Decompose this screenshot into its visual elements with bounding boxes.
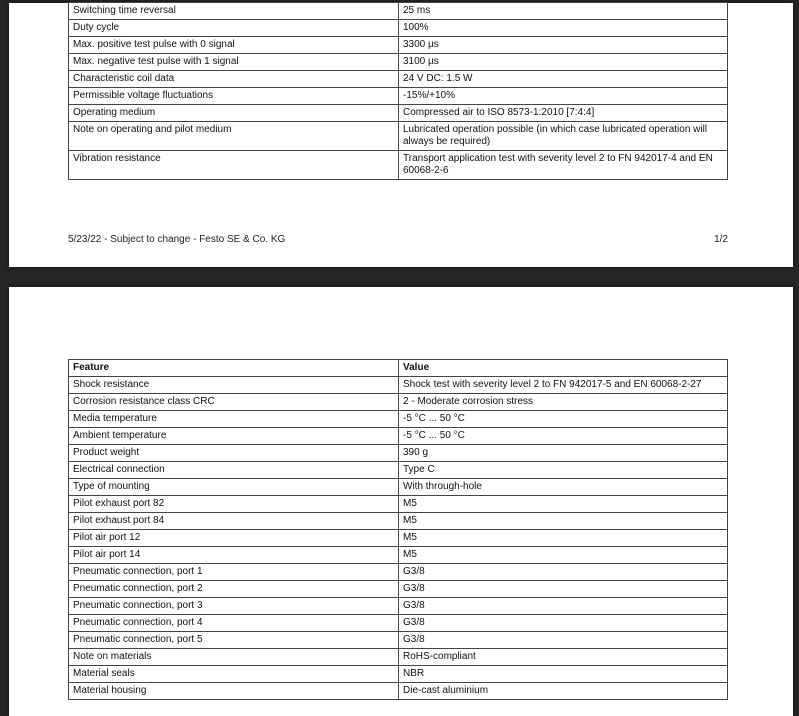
feature-cell: Material seals [69,666,399,683]
feature-cell: Corrosion resistance class CRC [69,394,399,411]
value-cell: With through-hole [399,479,728,496]
value-cell: M5 [399,496,728,513]
table-row [69,564,728,581]
value-cell: 100% [399,20,728,37]
value-cell: 2 - Moderate corrosion stress [399,394,728,411]
value-cell: Compressed air to ISO 8573-1:2010 [7:4:4] [399,105,728,122]
feature-cell: Pneumatic connection, port 1 [69,564,399,581]
table-row [69,598,728,615]
feature-cell: Max. negative test pulse with 1 signal [69,54,399,71]
feature-cell: Pilot exhaust port 84 [69,513,399,530]
table-row [69,3,728,20]
feature-cell: Note on materials [69,649,399,666]
table-row [69,513,728,530]
feature-cell: Note on operating and pilot medium [69,122,399,151]
table-row [69,20,728,37]
table-row [69,88,728,105]
specs-table-page2 [68,359,728,700]
table-row [69,547,728,564]
value-cell: NBR [399,666,728,683]
page-footer [68,234,728,245]
feature-cell: Electrical connection [69,462,399,479]
table-row [69,377,728,394]
value-cell: G3/8 [399,581,728,598]
value-cell: Lubricated operation possible (in which case lubricated operation will always be required) [399,122,728,151]
feature-cell: Duty cycle [69,20,399,37]
value-cell: -5 °C ... 50 °C [399,411,728,428]
table-row [69,151,728,180]
value-cell: 390 g [399,445,728,462]
value-cell: Shock test with severity level 2 to FN 942017-5 and EN 60068-2-27 [399,377,728,394]
feature-cell: Permissible voltage fluctuations [69,88,399,105]
feature-cell: Pneumatic connection, port 5 [69,632,399,649]
value-cell: Type C [399,462,728,479]
value-cell: 3300 µs [399,37,728,54]
feature-cell: Vibration resistance [69,151,399,180]
table-row [69,428,728,445]
table-row [69,649,728,666]
table-row [69,445,728,462]
document-page-1 [9,3,793,267]
feature-cell: Characteristic coil data [69,71,399,88]
value-cell: G3/8 [399,598,728,615]
table-row [69,462,728,479]
table-row [69,615,728,632]
table-row [69,122,728,151]
value-cell: 24 V DC: 1.5 W [399,71,728,88]
table-row [69,105,728,122]
feature-cell: Max. positive test pulse with 0 signal [69,37,399,54]
document-page-2 [9,287,793,716]
table-row [69,479,728,496]
feature-cell: Material housing [69,683,399,700]
table-row [69,666,728,683]
value-cell: G3/8 [399,632,728,649]
table-row [69,411,728,428]
feature-cell: Pilot air port 12 [69,530,399,547]
feature-cell: Product weight [69,445,399,462]
table-row [69,496,728,513]
feature-cell: Switching time reversal [69,3,399,20]
value-cell: -5 °C ... 50 °C [399,428,728,445]
value-cell: G3/8 [399,615,728,632]
value-cell: Transport application test with severity level 2 to FN 942017-4 and EN 60068-2-6 [399,151,728,180]
page-number: 1/2 [714,234,728,245]
value-cell: M5 [399,530,728,547]
value-cell: 3100 µs [399,54,728,71]
value-cell: 25 ms [399,3,728,20]
feature-cell: Ambient temperature [69,428,399,445]
table-row [69,37,728,54]
feature-cell: Shock resistance [69,377,399,394]
feature-cell: Pilot exhaust port 82 [69,496,399,513]
value-cell: M5 [399,513,728,530]
feature-cell: Pneumatic connection, port 4 [69,615,399,632]
value-cell: Die-cast aluminium [399,683,728,700]
feature-header-cell: Feature [69,360,399,377]
table-row [69,530,728,547]
value-header-cell: Value [399,360,728,377]
table-row [69,632,728,649]
feature-cell: Type of mounting [69,479,399,496]
table-row [69,71,728,88]
specs-table-page1 [68,2,728,180]
feature-cell: Operating medium [69,105,399,122]
value-cell: RoHS-compliant [399,649,728,666]
feature-cell: Pneumatic connection, port 2 [69,581,399,598]
feature-cell: Pilot air port 14 [69,547,399,564]
feature-cell: Media temperature [69,411,399,428]
table-row [69,581,728,598]
table-row [69,683,728,700]
table-header-row [69,360,728,377]
value-cell: M5 [399,547,728,564]
table-row [69,54,728,71]
value-cell: -15%/+10% [399,88,728,105]
feature-cell: Pneumatic connection, port 3 [69,598,399,615]
value-cell: G3/8 [399,564,728,581]
footer-change-note: 5/23/22 - Subject to change - Festo SE & Co. KG [68,234,286,245]
table-row [69,394,728,411]
